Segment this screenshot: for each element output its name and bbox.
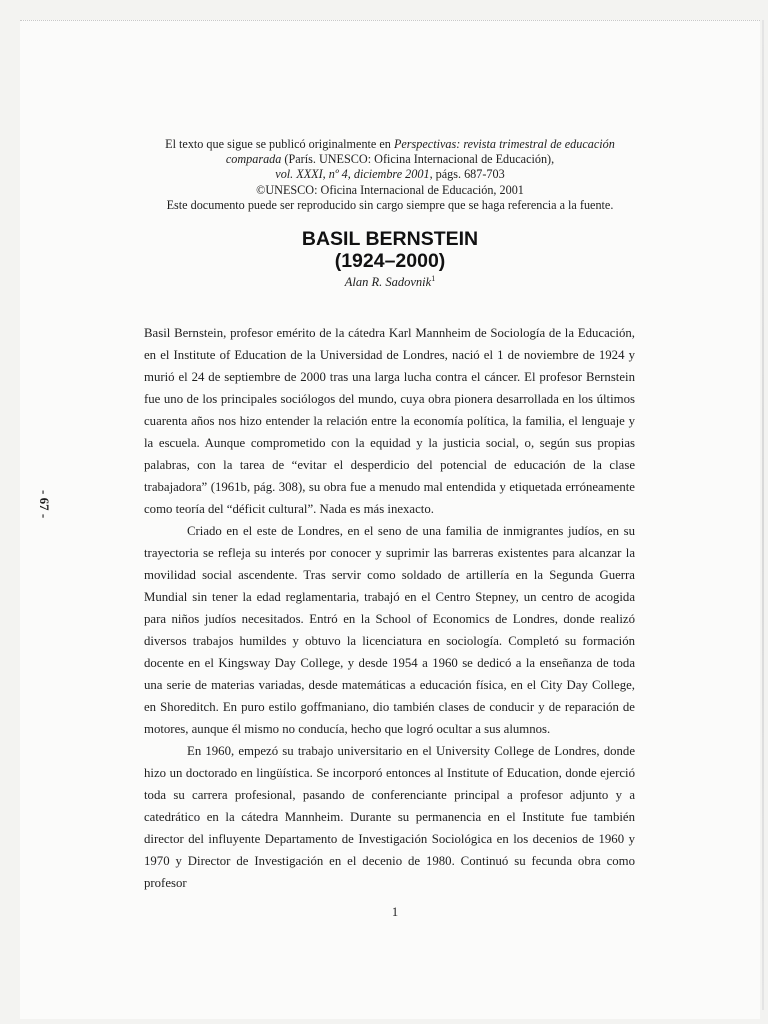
journal-title: Perspectivas: revista trimestral de educación — [393, 137, 615, 151]
page-title — [150, 228, 630, 272]
author-name: Alan R. Sadovnik — [344, 275, 432, 289]
volume-info: vol. XXXI, nº 4, diciembre 2001 — [275, 167, 430, 182]
publication-note-line-1 — [150, 137, 630, 152]
pages-info: , págs. 687-703 — [429, 167, 505, 182]
author-line — [150, 274, 630, 290]
title-years: (1924–2000) — [334, 250, 446, 272]
footnote-mark: 1 — [431, 274, 436, 283]
publication-note-line-2 — [150, 152, 630, 167]
reproduction-notice: Este documento puede ser reproducido sin cargo siempre que se haga referencia a la fuente. — [166, 197, 614, 212]
publication-note-line-3 — [150, 167, 630, 182]
publication-note — [150, 137, 630, 213]
title-name: BASIL BERNSTEIN — [301, 228, 479, 250]
paragraph-2: Criado en el este de Londres, en el seno de una familia de inmigrantes judíos, en su trayectoria se refleja su interés por conocer y suprimir las barreras existentes para alcanzar la movilidad social ascendente. Tras servir como soldado de artillería en la Segunda Guerra Mundial sin tener la edad reglamentaria, trabajó en el Centro Stepney, un centro de acogida para niños judíos necesitados. Entró en la School of Economics de Londres, donde realizó diversos trabajos humildes y obtuvo la licenciatura en sociología. Completó su formación docente en el Kingsway Day College, y desde 1954 a 1960 se dedicó a la enseñanza de toda una serie de materias variadas, desde matemáticas a educación física, en el City Day College, en Shoreditch. En puro estilo goffmaniano, dio también clases de conducir y de reparación de motores, aunque él mismo no conducía, hecho que logró ocultar a sus alumnos. — [144, 524, 635, 736]
paragraph-1: Basil Bernstein, profesor emérito de la cátedra Karl Mannheim de Sociología de la Educación, en el Institute of Education de la Universidad de Londres, nació el 1 de noviembre de 1924 y murió el 24 de septiembre de 2000 tras una larga lucha contra el cáncer. El profesor Bernstein fue uno de los principales sociólogos del mundo, cuya obra pionera desarrollada en los últimos cuarenta años nos hizo entender la relación entre la economía política, la familia, el lenguaje y la escuela. Aunque comprometido con la equidad y la justicia social, o, según sus propias palabras, con la tarea de “evitar el desperdicio del potencial de educación de la clase trabajadora” (1961b, pág. 308), su obra fue a menudo mal entendida y etiquetada erróneamente como teoría del “déficit cultural”. Nada es más inexacto. — [144, 326, 635, 516]
body-text — [144, 322, 635, 894]
note-text: El texto que sigue se publicó originalmente en — [165, 137, 394, 151]
copyright-line: ©UNESCO: Oficina Internacional de Educación, 2001 — [256, 182, 524, 197]
note-text: (París. UNESCO: Oficina Internacional de Educación), — [281, 152, 555, 167]
paragraph-3: En 1960, empezó su trabajo universitario en el University College de Londres, donde hizo un doctorado en lingüística. Se incorporó entonces al Institute of Education, donde ejerció toda su carrera profesional, pasando de conferenciante principal a profesor adjunto y a catedrático en la cátedra Mannheim. Durante su permanencia en el Institute fue también director del influyente Departamento de Investigación Sociológica en los decenios de 1960 y 1970 y Director de Investigación en el decenio de 1980. Continuó su fecunda obra como profesor — [144, 744, 635, 890]
page-number: 1 — [391, 905, 399, 919]
archive-page-mark: - 67 - — [37, 490, 52, 519]
scan-edge — [762, 20, 764, 1010]
journal-title-cont: comparada — [225, 152, 282, 167]
